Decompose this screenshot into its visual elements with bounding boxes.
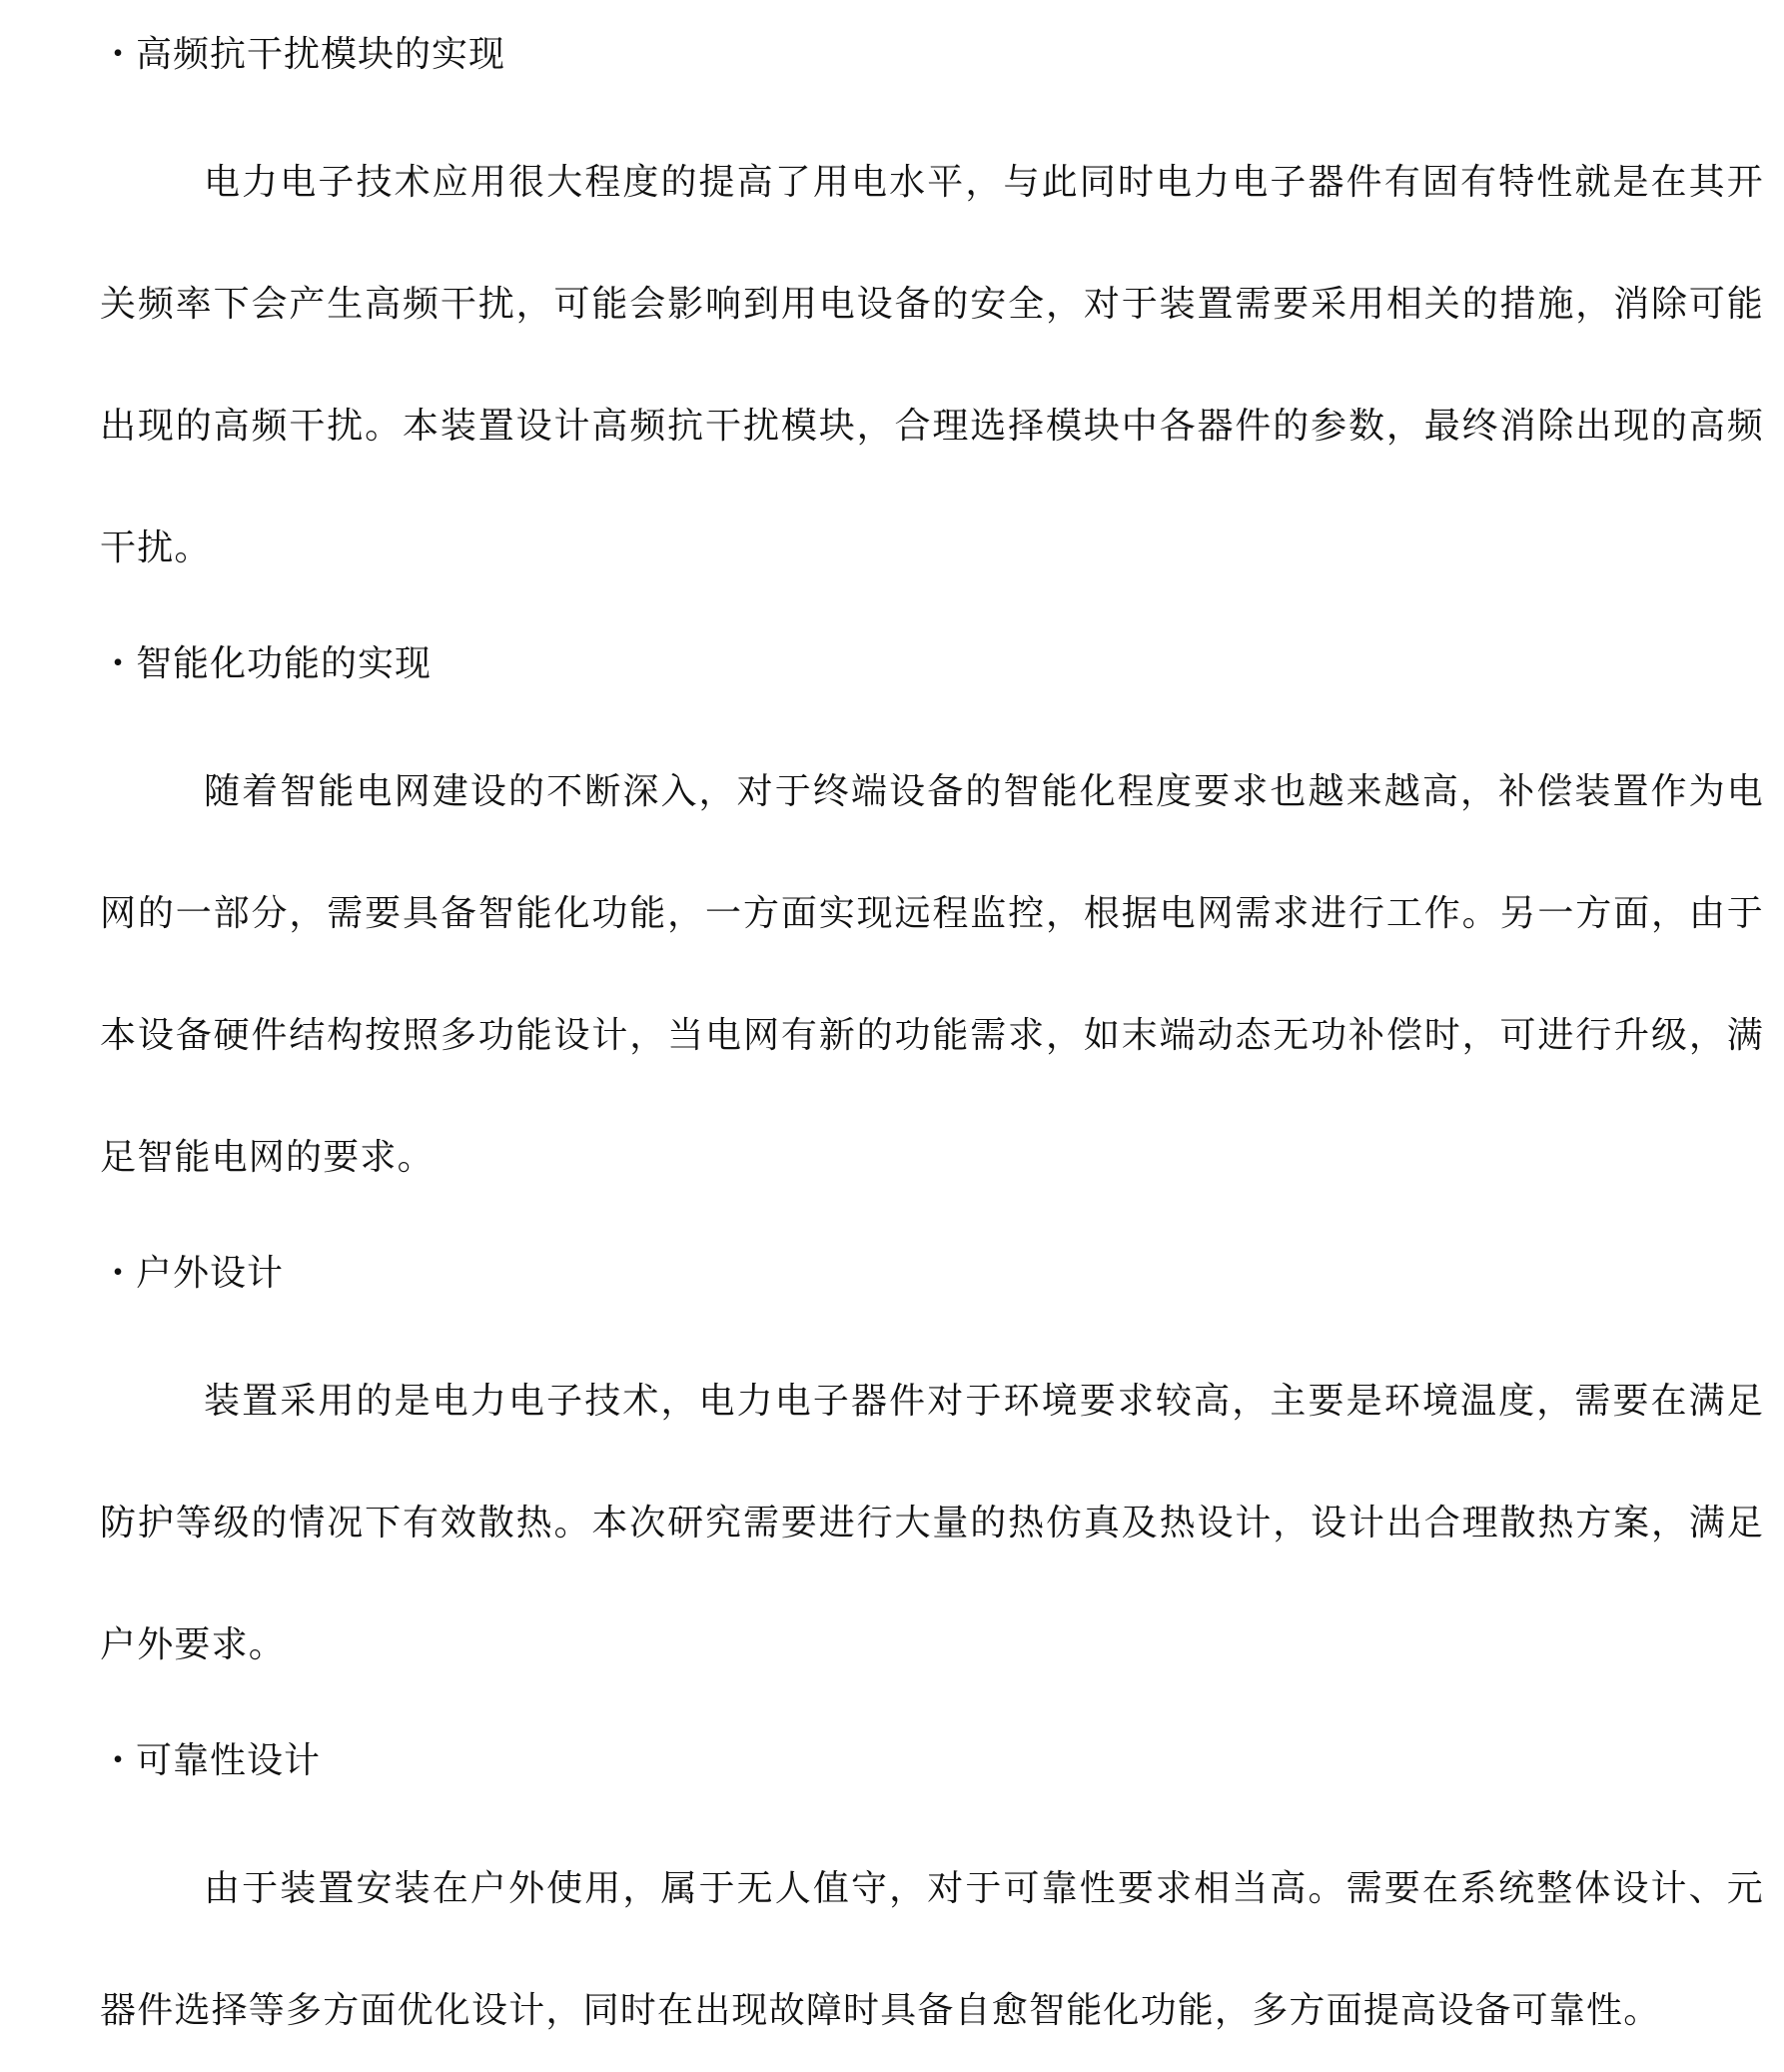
bullet-icon: ・ [100,643,138,684]
section-reliability-design [100,1706,1764,2072]
section-high-frequency-anti-interference [100,0,1764,609]
section-heading-text: 高频抗干扰模块的实现 [136,34,506,75]
section-paragraph: 电力电子技术应用很大程度的提高了用电水平，与此同时电力电子器件有固有特性就是在其开关频率下会产生高频干扰，可能会影响到用电设备的安全，对于装置需要采用相关的措施，消除可能出现的高频干扰。本装置设计高频抗干扰模块，合理选择模块中各器件的参数，最终消除出现的高频干扰。 [100,162,1764,568]
section-paragraph: 随着智能电网建设的不断深入，对于终端设备的智能化程度要求也越来越高，补偿装置作为电网的一部分，需要具备智能化功能，一方面实现远程监控，根据电网需求进行工作。另一方面，由于本设备硬件结构按照多功能设计，当电网有新的功能需求，如末端动态无功补偿时，可进行升级，满足智能电网的要求。 [100,771,1764,1178]
section-heading-text: 户外设计 [136,1253,285,1294]
section-paragraph: 装置采用的是电力电子技术，电力电子器件对于环境要求较高，主要是环境温度，需要在满足防护等级的情况下有效散热。本次研究需要进行大量的热仿真及热设计，设计出合理散热方案，满足户外要求。 [100,1381,1764,1665]
section-heading [100,0,1764,122]
bullet-icon: ・ [100,34,138,75]
section-heading-text: 可靠性设计 [136,1740,322,1781]
section-heading [100,1706,1764,1828]
section-outdoor-design [100,1219,1764,1706]
document-page [100,0,1764,2072]
section-heading [100,609,1764,731]
section-paragraph: 由于装置安装在户外使用，属于无人值守，对于可靠性要求相当高。需要在系统整体设计、元器件选择等多方面优化设计，同时在出现故障时具备自愈智能化功能，多方面提高设备可靠性。 [100,1868,1764,2031]
section-intelligent-function [100,609,1764,1219]
section-heading [100,1219,1764,1341]
section-heading-text: 智能化功能的实现 [136,643,433,684]
bullet-icon: ・ [100,1253,138,1294]
bullet-icon: ・ [100,1740,138,1781]
